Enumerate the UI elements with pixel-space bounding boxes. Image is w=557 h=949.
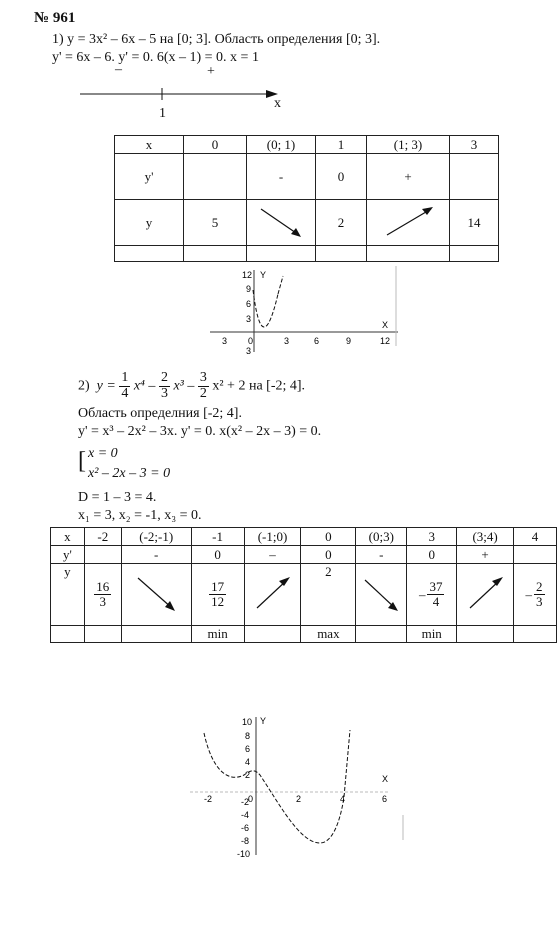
- table-cell: y': [51, 546, 85, 564]
- table-row: [115, 246, 499, 262]
- graph1-x-tick: 6: [314, 336, 320, 346]
- value-at-3: – $\frac{37}{4}$: [407, 564, 457, 626]
- table-row: [51, 626, 557, 643]
- graph-2: [190, 715, 410, 860]
- increasing-arrow-icon: [457, 564, 514, 626]
- graph1-x-label: X: [382, 320, 389, 330]
- graph1-y-tick: 6: [246, 299, 252, 309]
- axis-point-label: 1: [159, 106, 166, 121]
- table-cell: [450, 154, 499, 200]
- table-row: [51, 528, 557, 546]
- graph2-y-tick: -10: [237, 849, 251, 859]
- decreasing-arrow-icon: [121, 564, 191, 626]
- part1-derivative: y' = 6x – 6. y' = 0. 6(x – 1) = 0. x = 1: [52, 50, 259, 65]
- increasing-arrow-icon: [244, 564, 301, 626]
- graph1-x-tick: 0: [248, 336, 254, 346]
- graph2-y-tick: -8: [241, 836, 250, 846]
- table-cell: +: [367, 154, 450, 200]
- table-cell: 0: [191, 546, 244, 564]
- table-cell: x: [115, 136, 184, 154]
- graph2-y-tick: 2: [245, 770, 251, 780]
- table-cell: [84, 546, 121, 564]
- sign-number-line: [80, 84, 280, 104]
- table-row: [51, 546, 557, 564]
- table-cell: (3;4): [457, 528, 514, 546]
- table-row: [115, 136, 499, 154]
- extremum-label: min: [191, 626, 244, 643]
- discriminant: D = 1 – 3 = 4.: [78, 490, 157, 505]
- value-at-0: 2: [301, 564, 356, 626]
- table-cell: [51, 626, 85, 643]
- graph1-x-tick: 12: [380, 336, 391, 346]
- system-eq1: x = 0: [88, 446, 118, 461]
- table-cell: [244, 626, 301, 643]
- axis-minus-sign: –: [115, 62, 122, 77]
- graph2-y-tick: 6: [245, 744, 251, 754]
- graph1-x-tick: 3: [284, 336, 290, 346]
- table-cell: x: [51, 528, 85, 546]
- graph2-x-tick: 6: [382, 794, 388, 804]
- variation-table-2: [50, 527, 557, 643]
- decreasing-arrow-icon: [247, 200, 316, 246]
- graph1-y-tick: 3: [246, 314, 252, 324]
- roots: x₁ = 3, x₂ = -1, x₃ = 0.: [78, 508, 202, 523]
- graph2-x-label: X: [382, 774, 389, 784]
- table-cell: 5: [184, 200, 247, 246]
- variation-table-1: [114, 135, 499, 262]
- table-cell: 14: [450, 200, 499, 246]
- table-row: [51, 564, 557, 626]
- graph2-x-tick: 4: [340, 794, 346, 804]
- axis-plus-sign: +: [207, 64, 215, 79]
- value-at-4: – $\frac{2}{3}$: [514, 564, 557, 626]
- table-cell: 0: [301, 528, 356, 546]
- graph-1: [210, 266, 410, 358]
- system-eq2: x² – 2x – 3 = 0: [88, 466, 171, 481]
- table-cell: [84, 626, 121, 643]
- graph1-x-tick: 3: [222, 336, 228, 346]
- extremum-label: max: [301, 626, 356, 643]
- table-cell: -: [356, 546, 407, 564]
- table-cell: (-2;-1): [121, 528, 191, 546]
- table-cell: y: [115, 200, 184, 246]
- part1-statement: 1) y = 3x² – 6x – 5 на [0; 3]. Область определения [0; 3].: [52, 32, 381, 47]
- table-cell: (1; 3): [367, 136, 450, 154]
- table-cell: 0: [316, 154, 367, 200]
- graph2-x-tick: 0: [248, 794, 254, 804]
- part2-statement: 2) y = $\frac{1}{4}$ x⁴ – $\frac{2}{3}$ x³ – $\frac{3}{2}$ x² + 2 на [-2; 4].: [78, 370, 306, 401]
- table-cell: [356, 626, 407, 643]
- table-cell: (0;3): [356, 528, 407, 546]
- graph1-y-tick: 12: [242, 270, 253, 280]
- table-cell: –: [244, 546, 301, 564]
- table-cell: y: [51, 564, 85, 626]
- graph1-y-tick: 9: [246, 284, 252, 294]
- table-cell: 0: [301, 546, 356, 564]
- table-cell: (-1;0): [244, 528, 301, 546]
- table-cell: 4: [514, 528, 557, 546]
- value-at-minus-2: $\frac{16}{3}$: [84, 564, 121, 626]
- graph2-y-tick: 8: [245, 731, 251, 741]
- graph2-y-tick: -6: [241, 823, 250, 833]
- table-cell: 2: [316, 200, 367, 246]
- table-cell: [457, 626, 514, 643]
- table-cell: 3: [407, 528, 457, 546]
- graph1-y-label: Y: [260, 270, 267, 280]
- part2-domain: Область определния [-2; 4].: [78, 406, 242, 421]
- graph2-y-label: Y: [260, 716, 267, 726]
- table-row: [115, 154, 499, 200]
- table-cell: -2: [84, 528, 121, 546]
- graph2-x-tick: -2: [204, 794, 213, 804]
- value-at-minus-1: $\frac{17}{12}$: [191, 564, 244, 626]
- table-cell: [514, 546, 557, 564]
- graph1-y-tick: 3: [246, 346, 252, 356]
- increasing-arrow-icon: [367, 200, 450, 246]
- table-cell: (0; 1): [247, 136, 316, 154]
- table-row: [115, 200, 499, 246]
- system-brace: [: [78, 448, 86, 474]
- part2-derivative: y' = x³ – 2x² – 3x. y' = 0. x(x² – 2x – 3) = 0.: [78, 424, 322, 439]
- table-cell: 0: [184, 136, 247, 154]
- table-cell: 1: [316, 136, 367, 154]
- table-cell: [184, 154, 247, 200]
- problem-number: № 961: [34, 10, 76, 26]
- table-cell: -1: [191, 528, 244, 546]
- table-cell: +: [457, 546, 514, 564]
- table-cell: 0: [407, 546, 457, 564]
- table-cell: 3: [450, 136, 499, 154]
- graph2-y-tick: -4: [241, 810, 250, 820]
- table-cell: [514, 626, 557, 643]
- graph2-y-tick: 10: [242, 717, 253, 727]
- graph2-y-tick: -2: [241, 797, 250, 807]
- table-cell: [121, 626, 191, 643]
- axis-var-label: x: [274, 96, 281, 111]
- graph2-y-tick: 4: [245, 757, 251, 767]
- graph2-x-tick: 2: [296, 794, 302, 804]
- table-cell: -: [121, 546, 191, 564]
- graph1-x-tick: 9: [346, 336, 352, 346]
- table-cell: -: [247, 154, 316, 200]
- extremum-label: min: [407, 626, 457, 643]
- table-cell: y': [115, 154, 184, 200]
- decreasing-arrow-icon: [356, 564, 407, 626]
